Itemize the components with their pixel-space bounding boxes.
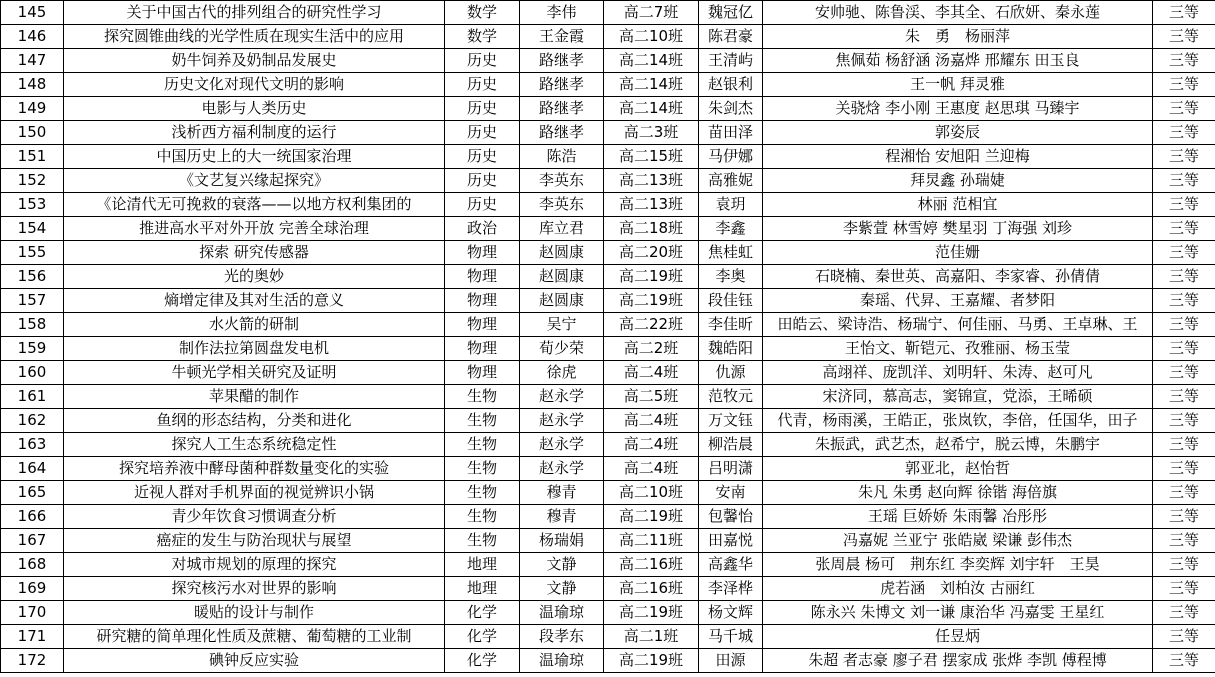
leader-cell[interactable]: 万文钰 — [699, 409, 763, 433]
class-cell[interactable]: 高二13班 — [604, 169, 699, 193]
table-row — [1, 553, 1215, 577]
members-cell[interactable]: 郭姿辰 — [763, 121, 1153, 145]
subject-cell[interactable]: 化学 — [445, 625, 520, 649]
row-number-cell[interactable]: 151 — [1, 145, 64, 169]
row-number-cell[interactable]: 148 — [1, 73, 64, 97]
teacher-cell[interactable]: 赵永学 — [520, 409, 604, 433]
subject-cell[interactable]: 数学 — [445, 1, 520, 25]
table-row — [1, 145, 1215, 169]
table-row — [1, 529, 1215, 553]
row-number-cell[interactable]: 165 — [1, 481, 64, 505]
teacher-cell[interactable]: 杨瑞娟 — [520, 529, 604, 553]
project-title-cell[interactable]: 研究糖的简单理化性质及蔗糖、葡萄糖的工业制 — [64, 625, 445, 649]
project-title-cell[interactable]: 电影与人类历史 — [64, 97, 445, 121]
class-cell[interactable]: 高二19班 — [604, 601, 699, 625]
members-cell[interactable]: 任昱炳 — [763, 625, 1153, 649]
row-number-cell[interactable]: 163 — [1, 433, 64, 457]
members-cell[interactable]: 王瑶 巨娇娇 朱雨馨 冶彤彤 — [763, 505, 1153, 529]
members-cell[interactable]: 宋济同，慕高志，窦锦宣，党添，王晞硕 — [763, 385, 1153, 409]
subject-cell[interactable]: 生物 — [445, 457, 520, 481]
leader-cell[interactable]: 柳浩晨 — [699, 433, 763, 457]
class-cell[interactable]: 高二3班 — [604, 121, 699, 145]
row-number-cell[interactable]: 155 — [1, 241, 64, 265]
leader-cell[interactable]: 吕明潇 — [699, 457, 763, 481]
award-cell[interactable]: 三等 — [1153, 73, 1215, 97]
project-title-cell[interactable]: 熵增定律及其对生活的意义 — [64, 289, 445, 313]
subject-cell[interactable]: 历史 — [445, 193, 520, 217]
table-row — [1, 601, 1215, 625]
leader-cell[interactable]: 安南 — [699, 481, 763, 505]
teacher-cell[interactable]: 李英东 — [520, 193, 604, 217]
row-number-cell[interactable]: 161 — [1, 385, 64, 409]
project-title-cell[interactable]: 水火箭的研制 — [64, 313, 445, 337]
members-cell[interactable]: 安帅驰、陈鲁渓、李其全、石欣妍、秦永莲 — [763, 1, 1153, 25]
table-row — [1, 505, 1215, 529]
project-title-cell[interactable]: 历史文化对现代文明的影响 — [64, 73, 445, 97]
leader-cell[interactable]: 李佳昕 — [699, 313, 763, 337]
table-row — [1, 73, 1215, 97]
teacher-cell[interactable]: 赵永学 — [520, 457, 604, 481]
subject-cell[interactable]: 物理 — [445, 337, 520, 361]
leader-cell[interactable]: 李鑫 — [699, 217, 763, 241]
teacher-cell[interactable]: 路继孝 — [520, 97, 604, 121]
teacher-cell[interactable]: 赵永学 — [520, 385, 604, 409]
class-cell[interactable]: 高二14班 — [604, 49, 699, 73]
teacher-cell[interactable]: 温瑜琼 — [520, 649, 604, 673]
project-title-cell[interactable]: 近视人群对手机界面的视觉辨识小锅 — [64, 481, 445, 505]
subject-cell[interactable]: 历史 — [445, 97, 520, 121]
subject-cell[interactable]: 生物 — [445, 529, 520, 553]
members-cell[interactable]: 石晓楠、秦世英、高嘉阳、李家睿、孙倩倩 — [763, 265, 1153, 289]
members-cell[interactable]: 范佳姗 — [763, 241, 1153, 265]
members-cell[interactable]: 朱凡 朱勇 赵向辉 徐锴 海倍旗 — [763, 481, 1153, 505]
project-title-cell[interactable]: 探究人工生态系统稳定性 — [64, 433, 445, 457]
members-cell[interactable]: 虎若涵 刘柏汝 古丽红 — [763, 577, 1153, 601]
teacher-cell[interactable]: 路继孝 — [520, 73, 604, 97]
class-cell[interactable]: 高二2班 — [604, 337, 699, 361]
row-number-cell[interactable]: 146 — [1, 25, 64, 49]
class-cell[interactable]: 高二14班 — [604, 73, 699, 97]
leader-cell[interactable]: 李泽桦 — [699, 577, 763, 601]
award-cell[interactable]: 三等 — [1153, 433, 1215, 457]
class-cell[interactable]: 高二16班 — [604, 553, 699, 577]
members-cell[interactable]: 秦瑶、代昇、王嘉耀、者梦阳 — [763, 289, 1153, 313]
project-title-cell[interactable]: 探究核污水对世界的影响 — [64, 577, 445, 601]
teacher-cell[interactable]: 文静 — [520, 577, 604, 601]
subject-cell[interactable]: 历史 — [445, 169, 520, 193]
table-row — [1, 361, 1215, 385]
table-row — [1, 649, 1215, 673]
subject-cell[interactable]: 生物 — [445, 409, 520, 433]
row-number-cell[interactable]: 170 — [1, 601, 64, 625]
table-row — [1, 577, 1215, 601]
leader-cell[interactable]: 马千城 — [699, 625, 763, 649]
subject-cell[interactable]: 物理 — [445, 361, 520, 385]
leader-cell[interactable]: 李奥 — [699, 265, 763, 289]
members-cell[interactable]: 李紫萱 林雪婷 樊星羽 丁海强 刘珍 — [763, 217, 1153, 241]
table-row — [1, 265, 1215, 289]
award-cell[interactable]: 三等 — [1153, 529, 1215, 553]
teacher-cell[interactable]: 路继孝 — [520, 49, 604, 73]
row-number-cell[interactable]: 169 — [1, 577, 64, 601]
subject-cell[interactable]: 生物 — [445, 433, 520, 457]
subject-cell[interactable]: 数学 — [445, 25, 520, 49]
teacher-cell[interactable]: 赵圆康 — [520, 289, 604, 313]
award-cell[interactable]: 三等 — [1153, 97, 1215, 121]
project-title-cell[interactable]: 推进高水平对外开放 完善全球治理 — [64, 217, 445, 241]
leader-cell[interactable]: 朱剑杰 — [699, 97, 763, 121]
table-row — [1, 169, 1215, 193]
table-row — [1, 625, 1215, 649]
project-title-cell[interactable]: 探究圆锥曲线的光学性质在现实生活中的应用 — [64, 25, 445, 49]
class-cell[interactable]: 高二5班 — [604, 385, 699, 409]
teacher-cell[interactable]: 赵永学 — [520, 433, 604, 457]
award-cell[interactable]: 三等 — [1153, 169, 1215, 193]
table-row — [1, 217, 1215, 241]
project-title-cell[interactable]: 关于中国古代的排列组合的研究性学习 — [64, 1, 445, 25]
project-title-cell[interactable]: 青少年饮食习惯调查分析 — [64, 505, 445, 529]
teacher-cell[interactable]: 徐虎 — [520, 361, 604, 385]
members-cell[interactable]: 田皓云、梁诗浩、杨瑞宁、何佳丽、马勇、王卓琳、王 — [763, 313, 1153, 337]
teacher-cell[interactable]: 库立君 — [520, 217, 604, 241]
row-number-cell[interactable]: 164 — [1, 457, 64, 481]
members-cell[interactable]: 陈永兴 朱博文 刘一谦 康治华 冯嘉雯 王星红 — [763, 601, 1153, 625]
subject-cell[interactable]: 历史 — [445, 145, 520, 169]
row-number-cell[interactable]: 152 — [1, 169, 64, 193]
class-cell[interactable]: 高二7班 — [604, 1, 699, 25]
leader-cell[interactable]: 王清屿 — [699, 49, 763, 73]
row-number-cell[interactable]: 160 — [1, 361, 64, 385]
class-cell[interactable]: 高二19班 — [604, 265, 699, 289]
row-number-cell[interactable]: 157 — [1, 289, 64, 313]
class-cell[interactable]: 高二19班 — [604, 289, 699, 313]
class-cell[interactable]: 高二13班 — [604, 193, 699, 217]
class-cell[interactable]: 高二22班 — [604, 313, 699, 337]
project-title-cell[interactable]: 浅析西方福利制度的运行 — [64, 121, 445, 145]
teacher-cell[interactable]: 路继孝 — [520, 121, 604, 145]
row-number-cell[interactable]: 168 — [1, 553, 64, 577]
members-cell[interactable]: 程湘怡 安旭阳 兰迎梅 — [763, 145, 1153, 169]
class-cell[interactable]: 高二11班 — [604, 529, 699, 553]
leader-cell[interactable]: 焦桂虹 — [699, 241, 763, 265]
members-cell[interactable]: 高翊祥、庞凯洋、刘明轩、朱涛、赵可凡 — [763, 361, 1153, 385]
class-cell[interactable]: 高二10班 — [604, 25, 699, 49]
row-number-cell[interactable]: 172 — [1, 649, 64, 673]
members-cell[interactable]: 朱振武，武艺杰，赵希宁，脱云博，朱鹏宇 — [763, 433, 1153, 457]
project-title-cell[interactable]: 对城市规划的原理的探究 — [64, 553, 445, 577]
teacher-cell[interactable]: 李伟 — [520, 1, 604, 25]
table-row — [1, 481, 1215, 505]
subject-cell[interactable]: 生物 — [445, 481, 520, 505]
leader-cell[interactable]: 袁玥 — [699, 193, 763, 217]
class-cell[interactable]: 高二19班 — [604, 505, 699, 529]
project-title-cell[interactable]: 光的奥妙 — [64, 265, 445, 289]
project-title-cell[interactable]: 暖贴的设计与制作 — [64, 601, 445, 625]
award-cell[interactable]: 三等 — [1153, 1, 1215, 25]
teacher-cell[interactable]: 王金霞 — [520, 25, 604, 49]
members-cell[interactable]: 代青，杨雨溪，王皓正，张岚钦，李倍，任国华，田子 — [763, 409, 1153, 433]
table-row — [1, 1, 1215, 25]
subject-cell[interactable]: 生物 — [445, 385, 520, 409]
project-title-cell[interactable]: 探索 研究传感器 — [64, 241, 445, 265]
class-cell[interactable]: 高二14班 — [604, 97, 699, 121]
award-cell[interactable]: 三等 — [1153, 25, 1215, 49]
teacher-cell[interactable]: 穆青 — [520, 505, 604, 529]
teacher-cell[interactable]: 穆青 — [520, 481, 604, 505]
leader-cell[interactable]: 魏冠亿 — [699, 1, 763, 25]
row-number-cell[interactable]: 171 — [1, 625, 64, 649]
teacher-cell[interactable]: 赵圆康 — [520, 265, 604, 289]
row-number-cell[interactable]: 149 — [1, 97, 64, 121]
table-body — [1, 1, 1215, 673]
award-cell[interactable]: 三等 — [1153, 49, 1215, 73]
project-title-cell[interactable]: 碘钟反应实验 — [64, 649, 445, 673]
teacher-cell[interactable]: 赵圆康 — [520, 241, 604, 265]
leader-cell[interactable]: 田嘉悦 — [699, 529, 763, 553]
leader-cell[interactable]: 赵银利 — [699, 73, 763, 97]
table-row — [1, 433, 1215, 457]
table-row — [1, 49, 1215, 73]
subject-cell[interactable]: 物理 — [445, 289, 520, 313]
award-cell[interactable]: 三等 — [1153, 577, 1215, 601]
award-cell[interactable]: 三等 — [1153, 649, 1215, 673]
row-number-cell[interactable]: 150 — [1, 121, 64, 145]
class-cell[interactable]: 高二10班 — [604, 481, 699, 505]
project-title-cell[interactable]: 中国历史上的大一统国家治理 — [64, 145, 445, 169]
project-title-cell[interactable]: 探究培养液中酵母菌种群数量变化的实验 — [64, 457, 445, 481]
leader-cell[interactable]: 仇源 — [699, 361, 763, 385]
table-row — [1, 97, 1215, 121]
award-cell[interactable]: 三等 — [1153, 193, 1215, 217]
award-cell[interactable]: 三等 — [1153, 241, 1215, 265]
subject-cell[interactable]: 历史 — [445, 49, 520, 73]
award-cell[interactable]: 三等 — [1153, 601, 1215, 625]
row-number-cell[interactable]: 162 — [1, 409, 64, 433]
table-row — [1, 409, 1215, 433]
table-row — [1, 457, 1215, 481]
row-number-cell[interactable]: 158 — [1, 313, 64, 337]
leader-cell[interactable]: 陈君豪 — [699, 25, 763, 49]
project-title-cell[interactable]: 《论清代无可挽救的衰落——以地方权利集团的 — [64, 193, 445, 217]
award-cell[interactable]: 三等 — [1153, 313, 1215, 337]
leader-cell[interactable]: 杨文辉 — [699, 601, 763, 625]
award-cell[interactable]: 三等 — [1153, 217, 1215, 241]
row-number-cell[interactable]: 159 — [1, 337, 64, 361]
members-cell[interactable]: 拜炅鑫 孙瑞婕 — [763, 169, 1153, 193]
row-number-cell[interactable]: 156 — [1, 265, 64, 289]
leader-cell[interactable]: 范牧元 — [699, 385, 763, 409]
members-cell[interactable]: 焦佩茹 杨舒涵 汤嘉烨 邢耀东 田玉良 — [763, 49, 1153, 73]
table-row — [1, 241, 1215, 265]
class-cell[interactable]: 高二16班 — [604, 577, 699, 601]
award-cell[interactable]: 三等 — [1153, 625, 1215, 649]
members-cell[interactable]: 冯嘉妮 兰亚宁 张皓崴 梁谦 彭伟杰 — [763, 529, 1153, 553]
table-row — [1, 121, 1215, 145]
row-number-cell[interactable]: 153 — [1, 193, 64, 217]
award-cell[interactable]: 三等 — [1153, 289, 1215, 313]
teacher-cell[interactable]: 文静 — [520, 553, 604, 577]
leader-cell[interactable]: 高鑫华 — [699, 553, 763, 577]
leader-cell[interactable]: 包馨怡 — [699, 505, 763, 529]
class-cell[interactable]: 高二4班 — [604, 361, 699, 385]
award-cell[interactable]: 三等 — [1153, 553, 1215, 577]
class-cell[interactable]: 高二15班 — [604, 145, 699, 169]
leader-cell[interactable]: 段佳钰 — [699, 289, 763, 313]
members-cell[interactable]: 关骁焓 李小刚 王惠度 赵思琪 马臻宇 — [763, 97, 1153, 121]
row-number-cell[interactable]: 154 — [1, 217, 64, 241]
members-cell[interactable]: 王怡文、靳铠元、孜雅丽、杨玉莹 — [763, 337, 1153, 361]
award-cell[interactable]: 三等 — [1153, 145, 1215, 169]
table-row — [1, 385, 1215, 409]
leader-cell[interactable]: 马伊娜 — [699, 145, 763, 169]
members-cell[interactable]: 林丽 范相宜 — [763, 193, 1153, 217]
subject-cell[interactable]: 地理 — [445, 553, 520, 577]
teacher-cell[interactable]: 吴宁 — [520, 313, 604, 337]
award-cell[interactable]: 三等 — [1153, 481, 1215, 505]
class-cell[interactable]: 高二4班 — [604, 433, 699, 457]
subject-cell[interactable]: 化学 — [445, 649, 520, 673]
class-cell[interactable]: 高二18班 — [604, 217, 699, 241]
members-cell[interactable]: 郭亚北，赵怡哲 — [763, 457, 1153, 481]
subject-cell[interactable]: 政治 — [445, 217, 520, 241]
award-cell[interactable]: 三等 — [1153, 409, 1215, 433]
class-cell[interactable]: 高二1班 — [604, 625, 699, 649]
subject-cell[interactable]: 物理 — [445, 265, 520, 289]
row-number-cell[interactable]: 145 — [1, 1, 64, 25]
award-cell[interactable]: 三等 — [1153, 121, 1215, 145]
leader-cell[interactable]: 田源 — [699, 649, 763, 673]
table-row — [1, 289, 1215, 313]
award-cell[interactable]: 三等 — [1153, 457, 1215, 481]
row-number-cell[interactable]: 167 — [1, 529, 64, 553]
table-row — [1, 193, 1215, 217]
project-title-cell[interactable]: 牛顿光学相关研究及证明 — [64, 361, 445, 385]
leader-cell[interactable]: 苗田泽 — [699, 121, 763, 145]
subject-cell[interactable]: 化学 — [445, 601, 520, 625]
subject-cell[interactable]: 物理 — [445, 241, 520, 265]
table-row — [1, 337, 1215, 361]
members-cell[interactable]: 王一帆 拜灵雅 — [763, 73, 1153, 97]
project-title-cell[interactable]: 鱼纲的形态结构，分类和进化 — [64, 409, 445, 433]
subject-cell[interactable]: 物理 — [445, 313, 520, 337]
table-row — [1, 313, 1215, 337]
subject-cell[interactable]: 地理 — [445, 577, 520, 601]
teacher-cell[interactable]: 温瑜琼 — [520, 601, 604, 625]
class-cell[interactable]: 高二4班 — [604, 409, 699, 433]
subject-cell[interactable]: 历史 — [445, 73, 520, 97]
project-title-cell[interactable]: 癌症的发生与防治现状与展望 — [64, 529, 445, 553]
project-title-cell[interactable]: 《文艺复兴缘起探究》 — [64, 169, 445, 193]
class-cell[interactable]: 高二4班 — [604, 457, 699, 481]
award-cell[interactable]: 三等 — [1153, 265, 1215, 289]
leader-cell[interactable]: 高雅妮 — [699, 169, 763, 193]
table-row — [1, 25, 1215, 49]
leader-cell[interactable]: 魏皓阳 — [699, 337, 763, 361]
class-cell[interactable]: 高二19班 — [604, 649, 699, 673]
members-cell[interactable]: 张周晨 杨可 荆东红 李奕辉 刘宇轩 王昊 — [763, 553, 1153, 577]
award-cell[interactable]: 三等 — [1153, 505, 1215, 529]
project-title-cell[interactable]: 苹果醋的制作 — [64, 385, 445, 409]
subject-cell[interactable]: 生物 — [445, 505, 520, 529]
teacher-cell[interactable]: 李英东 — [520, 169, 604, 193]
class-cell[interactable]: 高二20班 — [604, 241, 699, 265]
award-cell[interactable]: 三等 — [1153, 361, 1215, 385]
row-number-cell[interactable]: 147 — [1, 49, 64, 73]
row-number-cell[interactable]: 166 — [1, 505, 64, 529]
teacher-cell[interactable]: 段孝东 — [520, 625, 604, 649]
members-cell[interactable]: 朱超 者志豪 廖子君 摆家成 张烨 李凯 傅程博 — [763, 649, 1153, 673]
subject-cell[interactable]: 历史 — [445, 121, 520, 145]
project-title-cell[interactable]: 奶牛饲养及奶制品发展史 — [64, 49, 445, 73]
award-cell[interactable]: 三等 — [1153, 385, 1215, 409]
award-cell[interactable]: 三等 — [1153, 337, 1215, 361]
teacher-cell[interactable]: 陈浩 — [520, 145, 604, 169]
project-title-cell[interactable]: 制作法拉第圆盘发电机 — [64, 337, 445, 361]
members-cell[interactable]: 朱 勇 杨丽萍 — [763, 25, 1153, 49]
teacher-cell[interactable]: 荀少荣 — [520, 337, 604, 361]
